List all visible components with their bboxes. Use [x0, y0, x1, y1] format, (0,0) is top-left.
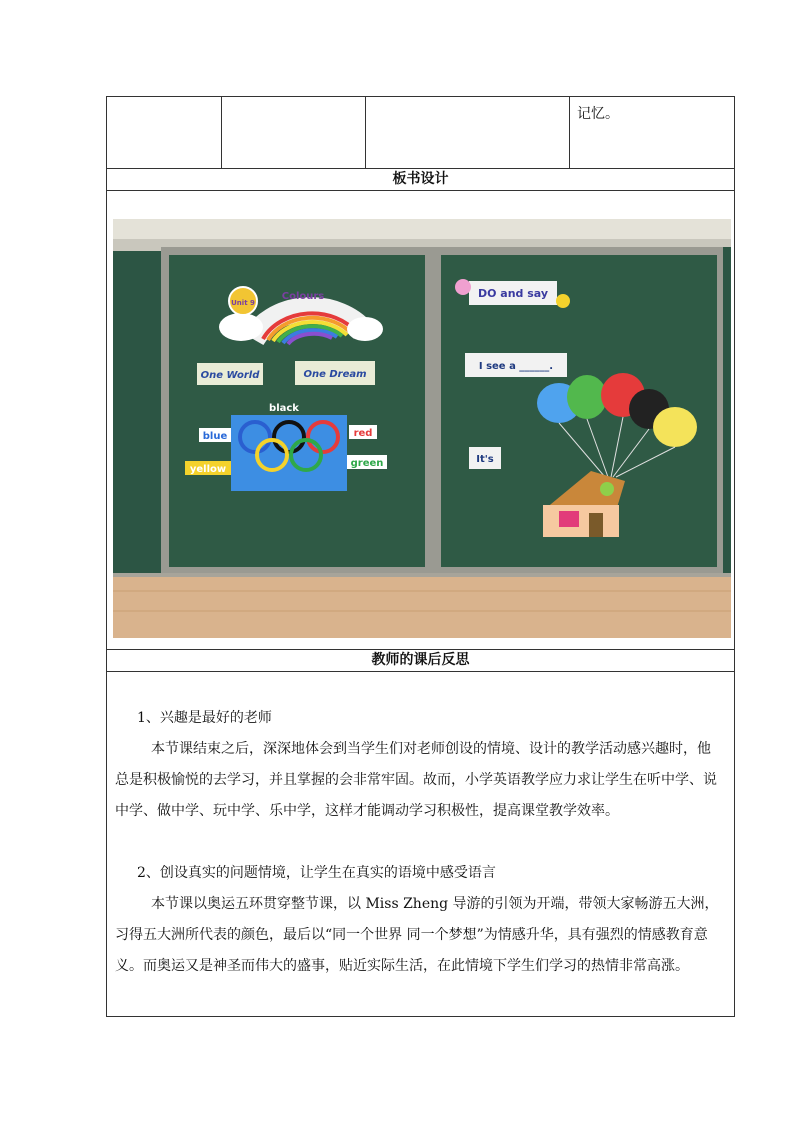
colour-word-red: red: [353, 428, 373, 439]
wooden-floor: [113, 574, 731, 638]
item2-paragraph: 本节课以奥运五环贯穿整节课，以 Miss Zheng 导游的引领为开端，带领大家畅游五大洲，习得五大洲所代表的颜色，最后以“同一个世界 同一个梦想”为情感升华，具有强烈的情感教育意义。而奥运又是神圣而伟大的盛事，贴近实际生活，在此情境下学生们学习的热情非常高涨。: [115, 896, 719, 974]
column-divider: [365, 97, 366, 168]
svg-text:One World: One World: [200, 370, 260, 381]
reflection-content: [106, 672, 735, 1017]
strip-do-and-say: [455, 279, 570, 308]
card-its: [469, 447, 501, 469]
last-cell-text: 记忆。: [577, 106, 619, 122]
svg-text:I see a ______.: I see a ______.: [478, 361, 554, 372]
svg-text:One Dream: One Dream: [303, 369, 367, 380]
svg-text:It's: It's: [476, 454, 494, 465]
strip-i-see-a: [465, 353, 567, 377]
svg-text:DO and say: DO and say: [477, 287, 549, 300]
lesson-plan-table: [106, 96, 735, 1017]
table-row-continued: [106, 96, 735, 169]
colour-word-blue: blue: [202, 431, 228, 442]
board-photo-row: [106, 191, 735, 650]
strip-one-dream: [295, 361, 375, 385]
board-design-header: 板书设计: [106, 169, 735, 191]
olympic-rings-poster: [231, 415, 347, 491]
board-photo: [113, 219, 731, 638]
strip-one-world: [197, 363, 263, 385]
item1-heading: 1、兴趣是最好的老师: [137, 710, 272, 726]
unit-badge-text: Unit 9: [231, 299, 255, 307]
colour-word-green: green: [350, 458, 384, 469]
item1-paragraph: 本节课结束之后，深深地体会到当学生们对老师创设的情境、设计的教学活动感兴趣时，他总是积极愉悦的去学习，并且掌握的会非常牢固。故而，小学英语教学应力求让学生在听中学、说中学、做中学、玩中学、乐中学，这样才能调动学习积极性，提高课堂教学效率。: [115, 741, 717, 819]
reflection-header: 教师的课后反思: [106, 650, 735, 672]
column-divider: [569, 97, 570, 168]
rainbow-word: Colours: [281, 291, 325, 302]
column-divider: [221, 97, 222, 168]
item2-heading: 2、创设真实的问题情境，让学生在真实的语境中感受语言: [137, 865, 496, 881]
colour-word-black: black: [269, 403, 299, 414]
colour-word-yellow: yellow: [189, 464, 227, 475]
